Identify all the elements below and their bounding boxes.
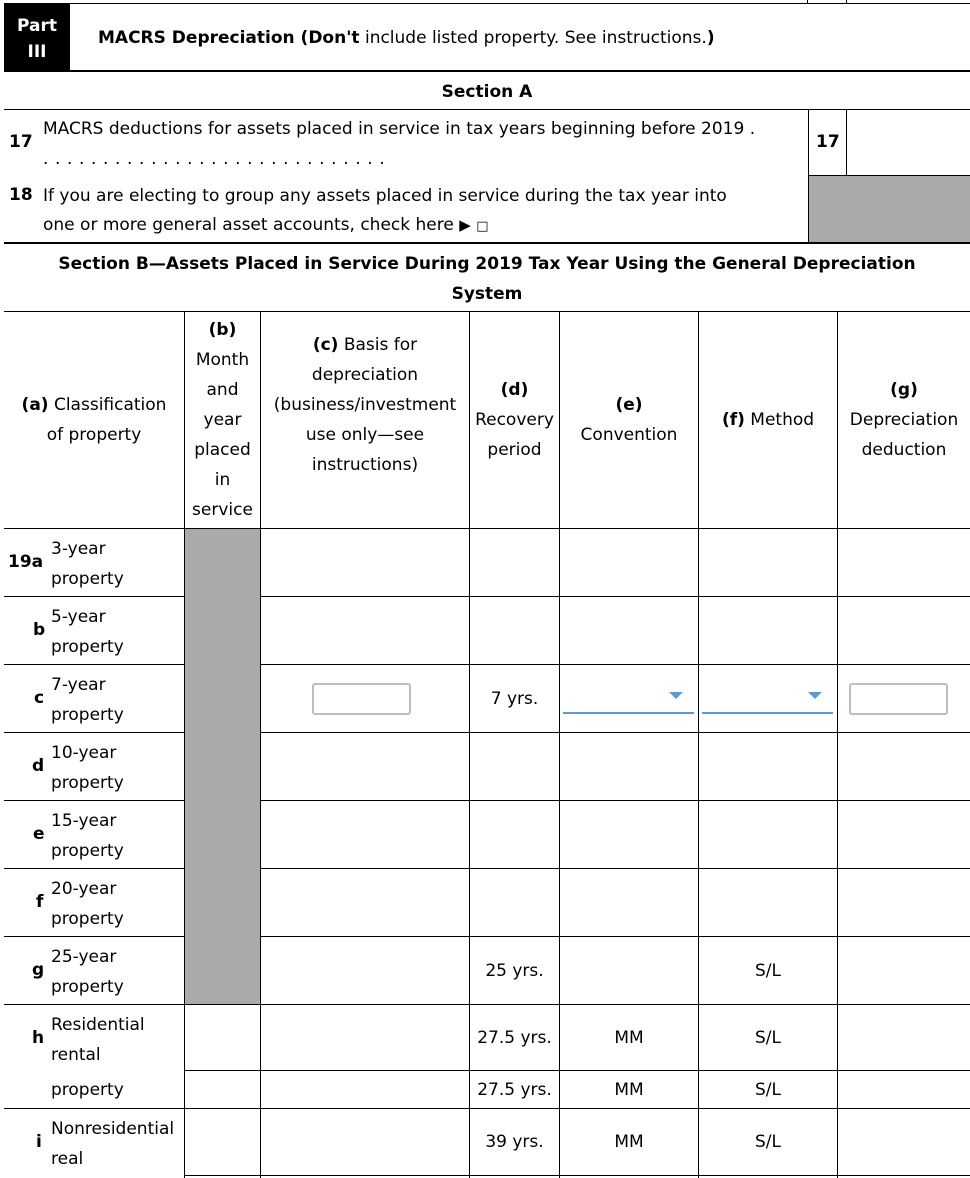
- row-19e-label: 15-year property: [51, 811, 124, 861]
- section-a-title: Section A: [441, 82, 533, 102]
- row-19h-convention-1: MM: [614, 1027, 644, 1048]
- line-18-text2: one or more general asset accounts, check here: [43, 215, 454, 235]
- line-18-number: 18: [9, 185, 33, 205]
- row-19f-number: f: [36, 892, 44, 912]
- line-17-amount[interactable]: [847, 110, 970, 174]
- row-19g-number: g: [32, 960, 45, 980]
- row-19f-label: 20-year property: [51, 879, 124, 929]
- deduction-7year-input[interactable]: [849, 683, 948, 715]
- header-d: (d) Recovery period: [475, 380, 554, 460]
- section-b-title: [4, 249, 970, 309]
- line-17-dots: . . . . . . . . . . . . . . . . . . . . . . . . . . . . .: [43, 149, 386, 169]
- part-label: [4, 4, 70, 70]
- line-17-text: MACRS deductions for assets placed in service in tax years beginning before 2019 .: [43, 119, 756, 139]
- row-19h-number: h: [32, 1028, 45, 1048]
- basis-7year-input[interactable]: [312, 683, 411, 715]
- line-18-text1: If you are electing to group any assets placed in service during the tax year into: [43, 186, 727, 206]
- row-19h-label: Residential rental: [51, 1015, 145, 1065]
- row-19d-number: d: [32, 756, 45, 776]
- row-19i-number: i: [36, 1132, 42, 1152]
- row-19d-label: 10-year property: [51, 743, 124, 793]
- header-c: (c) Basis for depreciation (business/investment use only—see instructions): [273, 335, 457, 475]
- row-19h-label-line3: property: [51, 1080, 124, 1100]
- method-7year-select[interactable]: [702, 686, 833, 714]
- top-border: [4, 3, 970, 4]
- chevron-down-icon: [808, 692, 822, 699]
- row-19e-number: e: [33, 824, 45, 844]
- line-17-number: 17: [9, 132, 33, 152]
- row-19g-method: S/L: [755, 960, 781, 981]
- part-title-close: ): [706, 28, 715, 48]
- row-19c-label: 7-year property: [51, 675, 124, 725]
- line-17-box-label: 17: [816, 132, 840, 152]
- row-19c-recovery: 7 yrs.: [490, 688, 539, 709]
- group-assets-checkbox[interactable]: □: [476, 219, 489, 234]
- header-a: (a) Classification of property: [21, 395, 167, 445]
- row-19i-method: S/L: [755, 1132, 781, 1152]
- part-title-bold: MACRS Depreciation (Don't: [98, 28, 360, 48]
- row-19g-label: 25-year property: [51, 947, 124, 997]
- row-19h-method-1: S/L: [755, 1027, 781, 1048]
- column-b-shaded: [185, 529, 260, 1004]
- part-label-line1: Part: [17, 16, 57, 36]
- row-19b-label: 5-year property: [51, 607, 124, 657]
- arrow-icon: ▶: [459, 216, 471, 234]
- line-18-text2-wrap: [43, 210, 488, 242]
- header-f: (f) Method: [721, 410, 815, 430]
- row-19h-method-2: S/L: [755, 1079, 781, 1100]
- row-19h-recovery-2: 27.5 yrs.: [477, 1079, 552, 1100]
- header-b: (b) Month and year placed in service: [192, 320, 253, 520]
- section-b-title-line1: Section B—Assets Placed in Service During 2019 Tax Year Using the General Depreciation: [58, 254, 916, 274]
- row-19b-number: b: [33, 620, 46, 640]
- row-19i-label: Nonresidential real: [51, 1119, 175, 1169]
- row-19a-number: 19a: [8, 552, 44, 572]
- part-title-rest: include listed property. See instructions.: [359, 28, 707, 48]
- row-19i-convention: MM: [614, 1132, 644, 1152]
- section-b-title-line2: System: [451, 284, 523, 304]
- part-label-line2: III: [27, 42, 47, 62]
- header-g: (g) Depreciation deduction: [849, 380, 959, 460]
- row-19c-number: c: [34, 688, 45, 708]
- chevron-down-icon: [669, 692, 683, 699]
- convention-7year-select[interactable]: [563, 686, 694, 714]
- line-18-shaded: [809, 176, 970, 242]
- row-19h-convention-2: MM: [614, 1079, 644, 1100]
- row-19i-recovery: 39 yrs.: [485, 1132, 544, 1152]
- row-19g-recovery: 25 yrs.: [485, 960, 544, 981]
- row-19a-label: 3-year property: [51, 539, 124, 589]
- part-title: [98, 26, 715, 50]
- header-e: (e) Convention: [580, 395, 678, 445]
- row-19h-recovery-1: 27.5 yrs.: [477, 1027, 552, 1048]
